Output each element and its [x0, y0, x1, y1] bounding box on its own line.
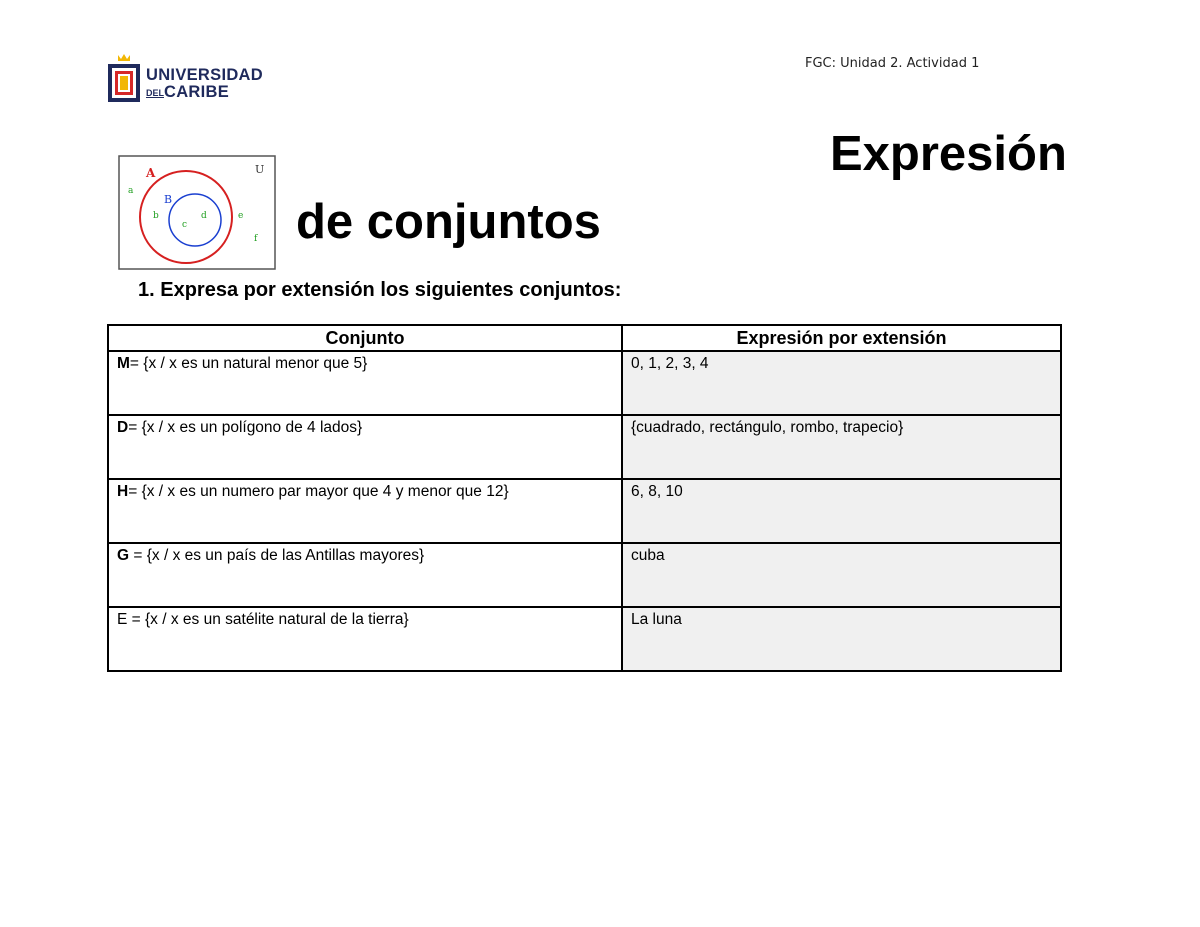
logo-text-caribe-word: CARIBE — [164, 83, 230, 101]
table-row — [108, 607, 1061, 671]
venn-set-a-label: A — [146, 166, 156, 180]
sets-table — [107, 324, 1062, 672]
set-operator: = — [129, 355, 139, 372]
set-definition: {x / x es un satélite natural de la tierra} — [140, 611, 409, 628]
venn-universe-label: U — [255, 163, 265, 176]
venn-diagram — [118, 155, 276, 270]
set-name: H — [117, 483, 129, 500]
set-extension-cell[interactable]: La luna — [622, 607, 1061, 671]
set-operator: = — [129, 547, 143, 564]
set-extension-cell[interactable]: 6, 8, 10 — [622, 479, 1061, 543]
university-crest-icon — [106, 52, 142, 104]
set-definition: {x / x es un país de las Antillas mayores} — [142, 547, 425, 564]
set-extension-cell[interactable]: {cuadrado, rectángulo, rombo, trapecio} — [622, 415, 1061, 479]
set-definition-cell — [108, 415, 622, 479]
set-name: G — [117, 547, 130, 564]
set-definition: {x / x es un numero par mayor que 4 y menor que 12} — [137, 483, 509, 500]
venn-element-d: d — [201, 211, 207, 221]
venn-set-b-label: B — [164, 193, 173, 206]
table-header-row — [108, 325, 1061, 351]
logo-text-caribe — [146, 83, 229, 102]
venn-element-f: f — [254, 234, 258, 244]
set-operator: E = — [117, 611, 141, 628]
set-definition-cell — [108, 479, 622, 543]
set-definition-cell — [108, 351, 622, 415]
instruction-text: 1. Expresa por extensión los siguientes conjuntos: — [138, 279, 622, 301]
header-reference: FGC: Unidad 2. Actividad 1 — [805, 56, 980, 71]
set-operator: = — [128, 483, 138, 500]
set-extension-cell[interactable]: 0, 1, 2, 3, 4 — [622, 351, 1061, 415]
venn-element-b: b — [153, 211, 159, 221]
logo-text-del: DEL — [146, 88, 164, 98]
table-header-extension: Expresión por extensión — [622, 325, 1061, 351]
set-definition-cell — [108, 607, 622, 671]
table-row — [108, 543, 1061, 607]
set-operator: = — [128, 419, 138, 436]
venn-element-c: c — [182, 220, 188, 230]
venn-element-e: e — [238, 211, 244, 221]
set-name: M — [117, 355, 130, 372]
logo-text-universidad: UNIVERSIDAD — [146, 66, 263, 84]
table-row — [108, 415, 1061, 479]
set-extension-cell[interactable]: cuba — [622, 543, 1061, 607]
table-row — [108, 479, 1061, 543]
page-title-line-2: de conjuntos — [296, 195, 601, 249]
table-row — [108, 351, 1061, 415]
venn-element-a: a — [128, 186, 134, 196]
page-title-line-1: Expresión — [830, 127, 1067, 181]
table-header-conjunto: Conjunto — [108, 325, 622, 351]
set-name: D — [117, 419, 129, 436]
set-definition-cell — [108, 543, 622, 607]
university-logo — [106, 52, 276, 104]
set-definition: {x / x es un natural menor que 5} — [138, 355, 368, 372]
set-definition: {x / x es un polígono de 4 lados} — [137, 419, 363, 436]
